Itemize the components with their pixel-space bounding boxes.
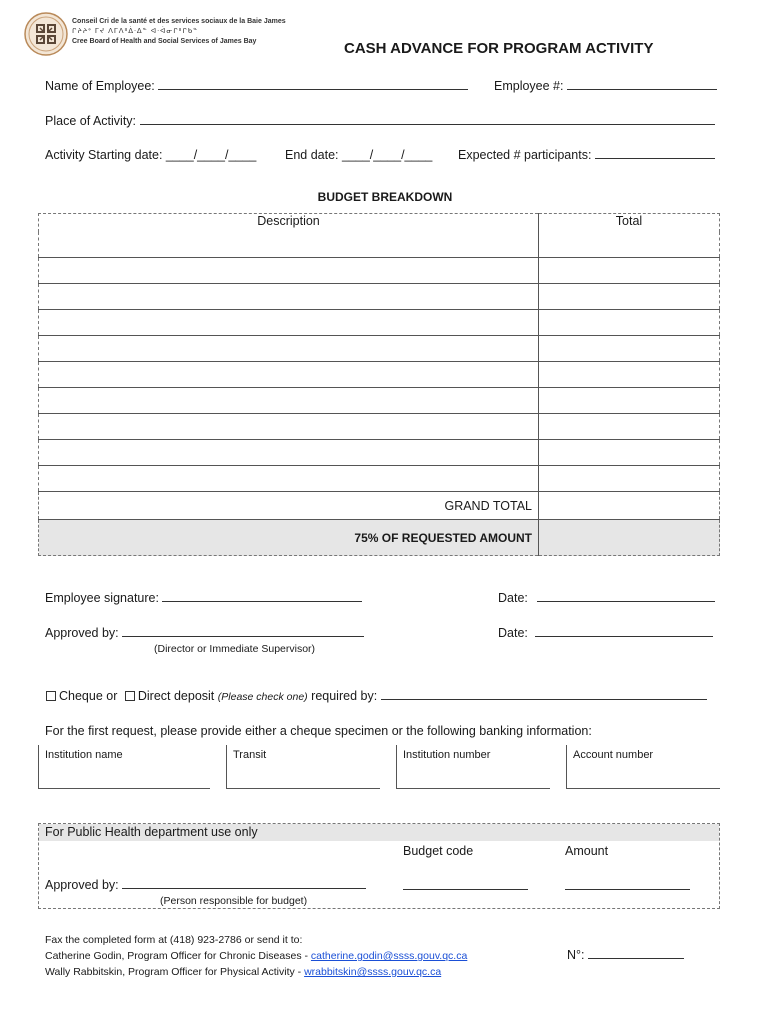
contact-line-2 [45,964,467,980]
total-cell[interactable] [539,362,720,388]
description-cell[interactable] [39,440,539,466]
total-cell[interactable] [539,232,720,258]
table-row[interactable] [39,440,720,466]
end-date-field[interactable] [285,148,432,162]
total-cell[interactable] [539,388,720,414]
start-date-field[interactable] [45,148,256,162]
contact-2-text: Wally Rabbitskin, Program Officer for Physical Activity - [45,966,302,978]
number-label: N°: [567,948,585,962]
transit-label: Transit [233,749,267,761]
account-number-label: Account number [573,749,654,761]
transit-field[interactable] [226,745,380,789]
signature-date-line[interactable] [537,592,715,602]
description-cell[interactable] [39,284,539,310]
description-cell[interactable] [39,258,539,284]
description-cell[interactable] [39,336,539,362]
grand-total-row [39,492,720,520]
signature-date-field[interactable] [498,591,715,605]
description-cell[interactable] [39,414,539,440]
total-cell[interactable] [539,466,720,492]
table-row[interactable] [39,362,720,388]
participants-line[interactable] [595,149,715,159]
approved-by-line[interactable] [122,627,364,637]
email-link-wally[interactable]: wrabbitskin@ssss.gouv.qc.ca [304,966,442,978]
ph-approver-note: (Person responsible for budget) [160,895,308,907]
table-row[interactable] [39,466,720,492]
ph-approved-by-field[interactable] [45,878,366,892]
ph-approved-by-label: Approved by: [45,878,119,892]
direct-deposit-label: Direct deposit [137,689,215,703]
cheque-label: Cheque or [59,689,118,703]
employee-signature-line[interactable] [162,592,362,602]
employee-number-label: Employee #: [494,79,564,93]
description-cell[interactable] [39,466,539,492]
employee-name-line[interactable] [158,80,468,90]
description-cell[interactable] [39,362,539,388]
budget-code-line[interactable] [403,880,528,890]
table-row[interactable] [39,388,720,414]
table-row[interactable] [39,336,720,362]
signature-date-label: Date: [498,591,528,605]
budget-code-label: Budget code [403,844,474,858]
total-header: Total [539,214,720,232]
total-cell[interactable] [539,336,720,362]
end-date-blank[interactable]: ____/____/____ [342,148,433,162]
end-date-label: End date: [285,148,339,162]
institution-number-field[interactable] [396,745,550,789]
budget-breakdown-title: BUDGET BREAKDOWN [317,190,453,204]
approved-by-field[interactable] [45,626,364,640]
ph-approved-by-line[interactable] [122,879,366,889]
table-row[interactable] [39,414,720,440]
employee-number-line[interactable] [567,80,717,90]
institution-number-label: Institution number [403,749,491,761]
org-name-cree: ᒋᔨᔨᐤ ᒥᔪ ᐱᒥᐱᐦᐄᐧᐃᓐ ᐊᐧᐋᓂᒋᐦᒋᑲᓐ [72,28,199,35]
description-header: Description [39,214,539,232]
total-cell[interactable] [539,414,720,440]
start-date-label: Activity Starting date: [45,148,163,162]
participants-field[interactable] [458,148,715,162]
institution-name-field[interactable] [38,745,210,789]
org-name-english: Cree Board of Health and Social Services of James Bay [72,38,257,45]
total-cell[interactable] [539,440,720,466]
direct-deposit-checkbox[interactable] [125,691,135,701]
org-name-french: Conseil Cri de la santé et des services sociaux de la Baie James [72,18,286,25]
fax-instructions: Fax the completed form at (418) 923-2786 or send it to: [45,934,303,946]
requested-amount-cell[interactable] [539,520,720,556]
requested-amount-row [39,520,720,556]
contact-1-text: Catherine Godin, Program Officer for Chronic Diseases - [45,950,308,962]
approved-by-label: Approved by: [45,626,119,640]
number-line[interactable] [588,949,684,959]
budget-table-header [39,214,720,232]
place-label: Place of Activity: [45,114,137,128]
payment-method-row [46,689,707,703]
public-health-header: For Public Health department use only [39,824,719,841]
email-link-catherine[interactable]: catherine.godin@ssss.gouv.qc.ca [310,950,468,962]
start-date-blank[interactable]: ____/____/____ [165,148,257,162]
table-row[interactable] [39,310,720,336]
employee-signature-field[interactable] [45,591,362,605]
approver-note: (Director or Immediate Supervisor) [154,643,316,655]
table-row[interactable] [39,232,720,258]
footer-contact [45,932,467,980]
description-cell[interactable] [39,310,539,336]
institution-name-label: Institution name [45,749,123,761]
check-note: (Please check one) [217,691,308,703]
total-cell[interactable] [539,310,720,336]
budget-table [38,213,720,556]
grand-total-label: GRAND TOTAL [39,492,539,520]
organization-name [72,17,286,47]
place-of-activity-field[interactable] [45,114,715,128]
required-by-line[interactable] [381,690,707,700]
employee-number-field[interactable] [494,79,717,93]
contact-line-1 [45,948,467,964]
cree-board-logo-icon [24,12,68,56]
requested-amount-label: 75% OF REQUESTED AMOUNT [39,520,539,556]
amount-label: Amount [565,844,609,858]
total-cell[interactable] [539,258,720,284]
table-row[interactable] [39,284,720,310]
approval-date-field[interactable] [498,626,713,640]
account-number-field[interactable] [566,745,720,789]
amount-line[interactable] [565,880,690,890]
approval-date-label: Date: [498,626,528,640]
bank-intro: For the first request, please provide either a cheque specimen or the following banking information: [45,724,592,738]
description-cell[interactable] [39,388,539,414]
employee-name-field[interactable] [45,79,468,93]
required-by-label: required by: [311,689,378,703]
form-title: CASH ADVANCE FOR PROGRAM ACTIVITY [344,40,654,57]
approval-date-line[interactable] [535,627,713,637]
total-cell[interactable] [539,284,720,310]
cheque-checkbox[interactable] [46,691,56,701]
description-cell[interactable] [39,232,539,258]
place-line[interactable] [140,115,715,125]
employee-signature-label: Employee signature: [45,591,159,605]
grand-total-cell[interactable] [539,492,720,520]
table-row[interactable] [39,258,720,284]
number-field[interactable] [567,948,684,962]
participants-label: Expected # participants: [458,148,592,162]
employee-name-label: Name of Employee: [45,79,155,93]
